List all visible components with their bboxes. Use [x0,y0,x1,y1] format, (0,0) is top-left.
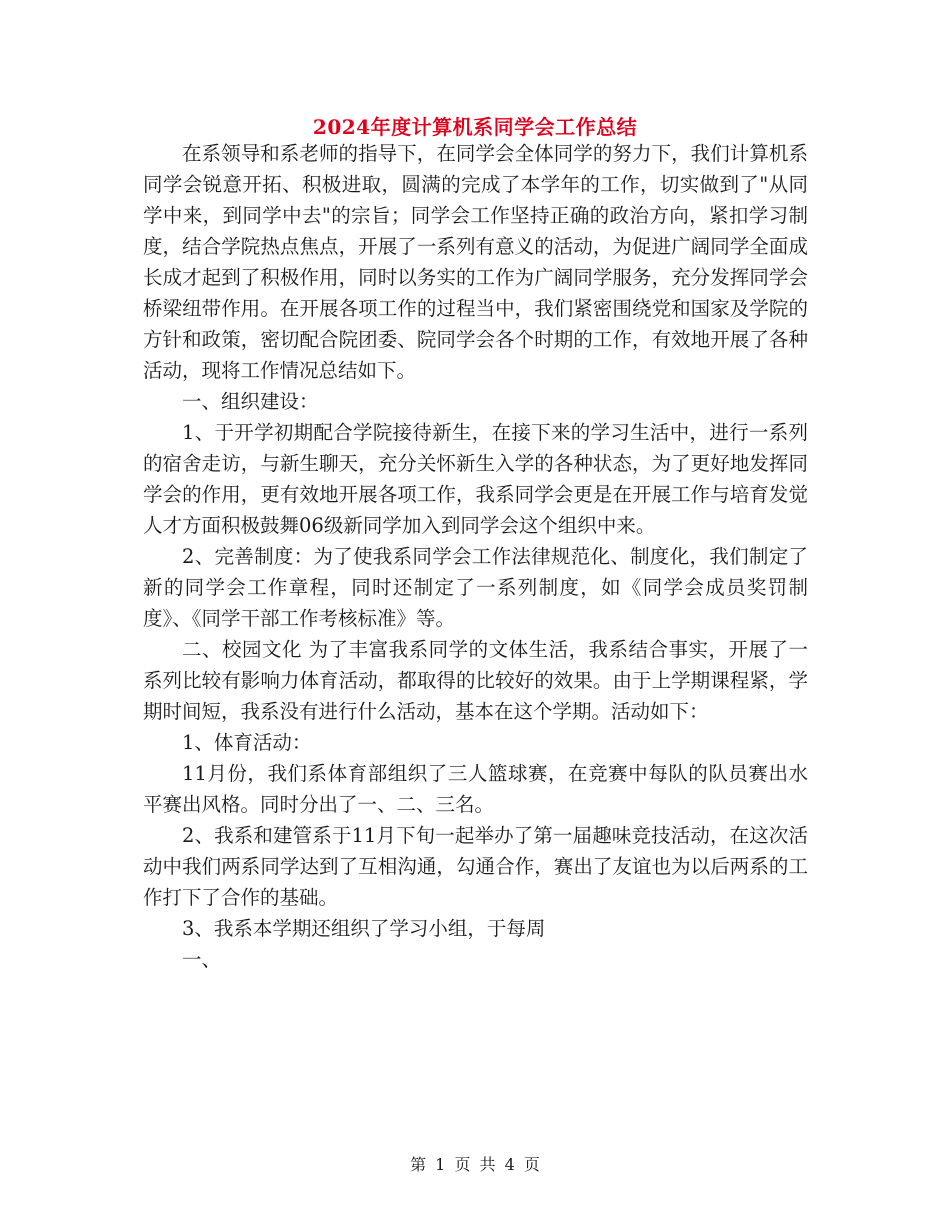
document-title: 2024年度计算机系同学会工作总结 [312,115,638,139]
page-number-footer: 第 1 页 共 4 页 [410,1155,540,1174]
document-body [143,138,808,975]
section-heading-organization: 一、组织建设： [182,390,319,413]
paragraph-rules: 2、完善制度：为了使我系同学会工作法律规范化、制度化，我们制定了新的同学会工作章程，同时还制定了一系列制度，如《同学会成员奖罚制度》、《同学干部工作考核标准》等。 [143,545,808,630]
section-heading-campus-culture: 二、校园文化 为了丰富我系同学的文体生活，我系结合事实，开展了一系列比较有影响力体育活动，都取得的比较好的效果。由于上学期课程紧，学期时间短，我系没有进行什么活动，基本在这个学期。活动如下： [143,638,808,723]
paragraph-joint-event: 2、我系和建管系于11月下旬一起举办了第一届趣味竞技活动，在这次活动中我们两系同学达到了互相沟通，勾通合作，赛出了友谊也为以后两系的工作打下了合作的基础。 [143,824,808,909]
paragraph-new-students: 1、于开学初期配合学院接待新生，在接下来的学习生活中，进行一系列的宿舍走访，与新生聊天，充分关怀新生入学的各种状态，为了更好地发挥同学会的作用，更有效地开展各项工作，我系同学会更是在开展工作与培育发觉人才方面积极鼓舞06级新同学加入到同学会这个组织中来。 [143,421,808,537]
paragraph-study-group: 3、我系本学期还组织了学习小组，于每周 [182,917,546,940]
paragraph-fragment: 一、 [182,948,222,971]
paragraph-intro: 在系领导和系老师的指导下，在同学会全体同学的努力下，我们计算机系同学会锐意开拓、积极进取，圆满的完成了本学年的工作，切实做到了"从同学中来，到同学中去"的宗旨；同学会工作坚持正确的政治方向，紧扣学习制度，结合学院热点焦点，开展了一系列有意义的活动，为促进广阔同学全面成长成才起到了积极作用，同时以务实的工作为广阔同学服务，充分发挥同学会桥梁纽带作用。在开展各项工作的过程当中，我们紧密围绕党和国家及学院的方针和政策，密切配合院团委、院同学会各个时期的工作，有效地开展了各种活动，现将工作情况总结如下。 [143,142,808,382]
subheading-sports: 1、体育活动： [182,731,312,754]
paragraph-basketball: 11月份，我们系体育部组织了三人篮球赛，在竞赛中每队的队员赛出水平赛出风格。同时分出了一、二、三名。 [143,762,808,816]
